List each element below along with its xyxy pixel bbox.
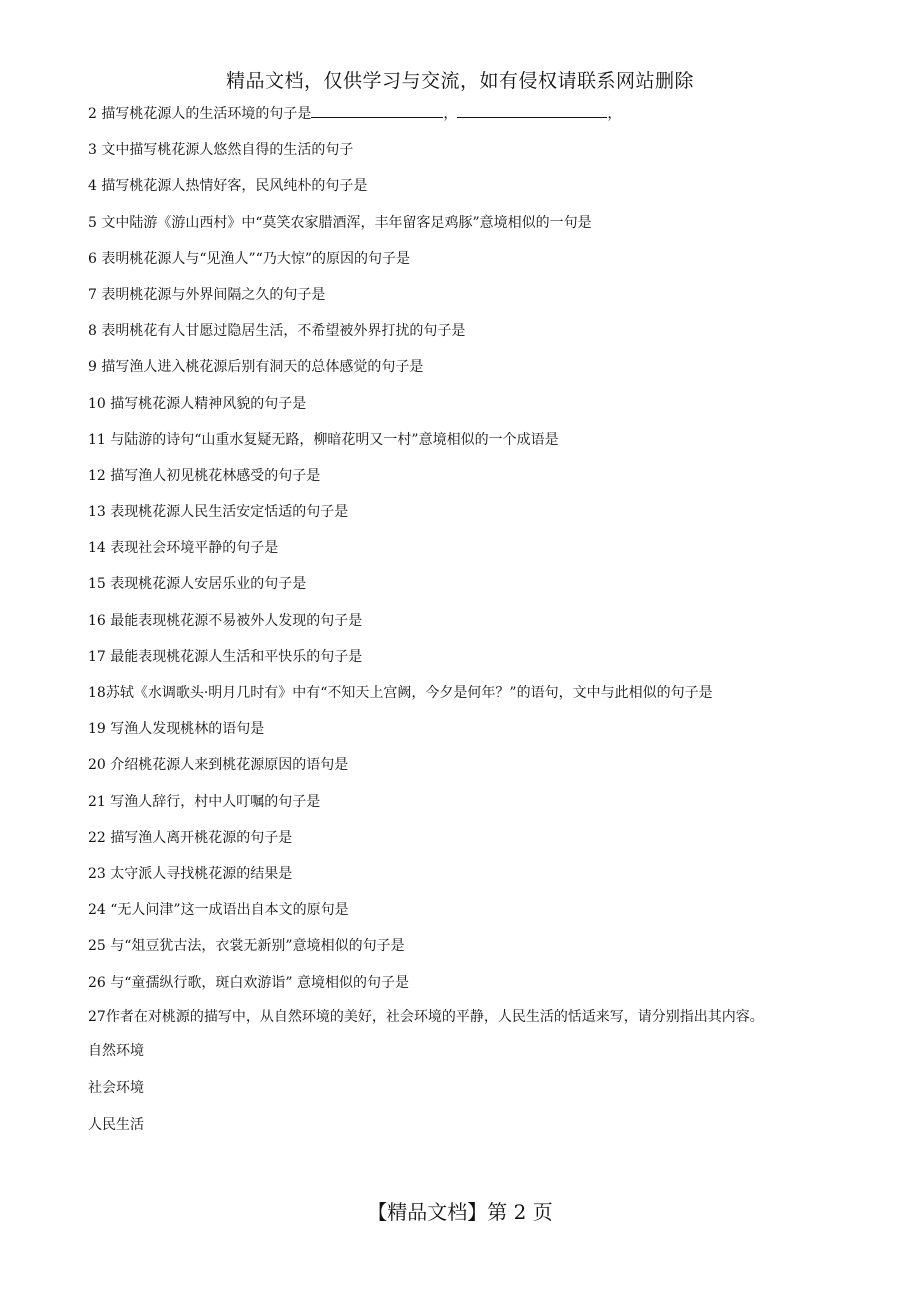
question-4: 4 描写桃花源人热情好客，民风纯朴的句子是: [88, 178, 368, 195]
question-24: 24 “无人问津”这一成语出自本文的原句是: [88, 902, 349, 919]
question-12: 12 描写渔人初见桃花林感受的句子是: [88, 467, 321, 484]
question-16: 16 最能表现桃花源不易被外人发现的句子是: [88, 612, 363, 629]
page-footer: 【精品文档】第 2 页: [367, 1200, 553, 1224]
sub-item-natural-environment: 自然环境: [88, 1042, 144, 1059]
sub-item-people-life: 人民生活: [88, 1116, 144, 1133]
question-2-separator: ，: [443, 106, 458, 122]
question-10: 10 描写桃花源人精神风貌的句子是: [88, 395, 307, 412]
question-20: 20 介绍桃花源人来到桃花源原因的语句是: [88, 757, 349, 774]
question-26: 26 与“童孺纵行歌，斑白欢游诣” 意境相似的句子是: [88, 974, 410, 991]
question-19: 19 写渔人发现桃林的语句是: [88, 721, 265, 738]
question-8: 8 表明桃花有人甘愿过隐居生活，不希望被外界打扰的句子是: [88, 323, 466, 340]
question-2: [88, 101, 848, 137]
question-2-end: ，: [607, 106, 622, 122]
question-3: 3 文中描写桃花源人悠然自得的生活的句子: [88, 142, 354, 159]
question-23: 23 太守派人寻找桃花源的结果是: [88, 865, 293, 882]
question-17: 17 最能表现桃花源人生活和平快乐的句子是: [88, 648, 363, 665]
question-21: 21 写渔人辞行，村中人叮嘱的句子是: [88, 793, 321, 810]
question-9: 9 描写渔人进入桃花源后别有洞天的总体感觉的句子是: [88, 359, 424, 376]
answer-blank-2[interactable]: [457, 103, 607, 118]
question-22: 22 描写渔人离开桃花源的句子是: [88, 829, 293, 846]
sub-item-social-environment: 社会环境: [88, 1079, 144, 1096]
question-7: 7 表明桃花源与外界间隔之久的句子是: [88, 286, 326, 303]
question-15: 15 表现桃花源人安居乐业的句子是: [88, 576, 307, 593]
question-27: 27作者在对桃源的描写中，从自然环境的美好，社会环境的平静，人民生活的恬适来写，请分别指出其内容。: [88, 1008, 764, 1025]
question-2-text: 2 描写桃花源人的生活环境的句子是: [88, 106, 312, 122]
page-header: 精品文档，仅供学习与交流，如有侵权请联系网站删除: [225, 70, 694, 92]
answer-blank-1[interactable]: [311, 103, 443, 118]
question-list: [88, 101, 848, 1149]
question-14: 14 表现社会环境平静的句子是: [88, 540, 279, 557]
question-6: 6 表明桃花源人与“见渔人”“乃大惊”的原因的句子是: [88, 250, 410, 267]
question-18: 18苏轼《水调歌头·明月几时有》中有“不知天上宫阙，今夕是何年？”的语句，文中与此相似的句子是: [88, 685, 713, 701]
question-11: 11 与陆游的诗句“山重水复疑无路，柳暗花明又一村”意境相似的一个成语是: [88, 431, 559, 448]
question-5: 5 文中陆游《游山西村》中“莫笑农家腊酒浑，丰年留客足鸡豚”意境相似的一句是: [88, 214, 592, 231]
question-13: 13 表现桃花源人民生活安定恬适的句子是: [88, 504, 349, 521]
question-25: 25 与“俎豆犹古法，衣裳无新别”意境相似的句子是: [88, 938, 405, 955]
